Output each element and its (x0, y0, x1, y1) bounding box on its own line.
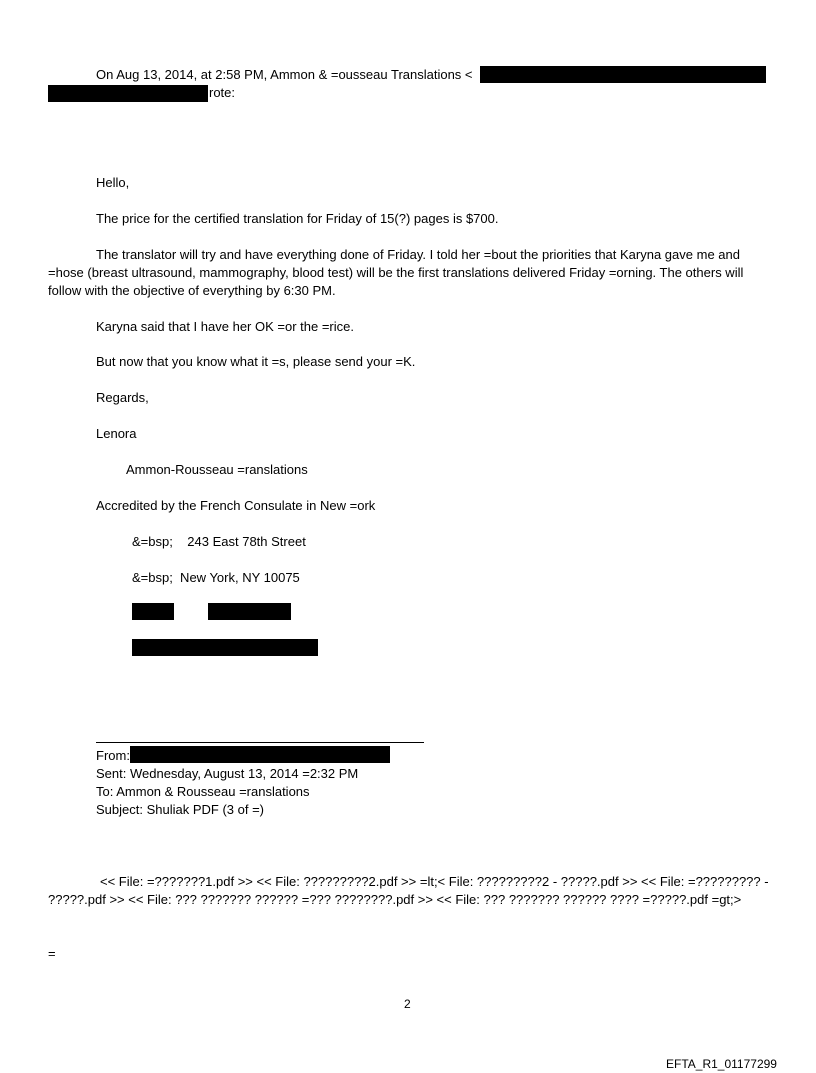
redaction-email-part-2 (48, 85, 208, 102)
signature-street: &=bsp; 243 East 78th Street (132, 534, 306, 549)
redaction-phone-number (208, 603, 291, 620)
attachments-line-1: << File: =???????1.pdf >> << File: ?????????2.pdf >> =lt;< File: ?????????2 - ?????.pdf >> << File: =????????? - (100, 874, 769, 889)
to-line: To: Ammon & Rousseau =ranslations (96, 784, 310, 799)
redaction-phone-label (132, 603, 174, 620)
signature-company: Ammon-Rousseau =ranslations (126, 462, 308, 477)
redaction-email-part-1 (480, 66, 766, 83)
signature-accredited: Accredited by the French Consulate in New =ork (96, 498, 376, 513)
trailing-equals: = (48, 946, 56, 961)
redaction-from-address (130, 746, 390, 763)
divider-line (96, 742, 424, 743)
regards: Regards, (96, 390, 149, 405)
translator-paragraph: The translator will try and have everything done of Friday. I told her =bout the priorities that Karyna gave me and =hose (breast ultrasound, mammography, blood test) will be the first translations delivered Friday =orning. The others will follow with the objective of everything by 6:30 PM. (48, 247, 744, 298)
greeting: Hello, (96, 175, 130, 190)
bates-number: EFTA_R1_01177299 (666, 1057, 777, 1071)
header-line-1: On Aug 13, 2014, at 2:58 PM, Ammon & =ousseau Translations < (96, 67, 473, 82)
header-line-2: rote: (209, 85, 236, 100)
price-line: The price for the certified translation for Friday of 15(?) pages is $700. (96, 211, 499, 226)
subject-line: Subject: Shuliak PDF (3 of =) (96, 802, 264, 817)
signature-city: &=bsp; New York, NY 10075 (132, 570, 300, 585)
send-line: But now that you know what it =s, please send your =K. (96, 354, 416, 369)
attachments-line-2: ?????.pdf >> << File: ??? ??????? ?????? =??? ????????.pdf >> << File: ??? ??????? ?????? ???? =?????.pdf =gt;> (48, 892, 742, 907)
sender-name: Lenora (96, 426, 137, 441)
page-number: 2 (404, 997, 411, 1011)
ok-line: Karyna said that I have her OK =or the =rice. (96, 319, 354, 334)
from-label: From: (96, 748, 130, 763)
sent-line: Sent: Wednesday, August 13, 2014 =2:32 PM (96, 766, 359, 781)
redaction-website (132, 639, 318, 656)
